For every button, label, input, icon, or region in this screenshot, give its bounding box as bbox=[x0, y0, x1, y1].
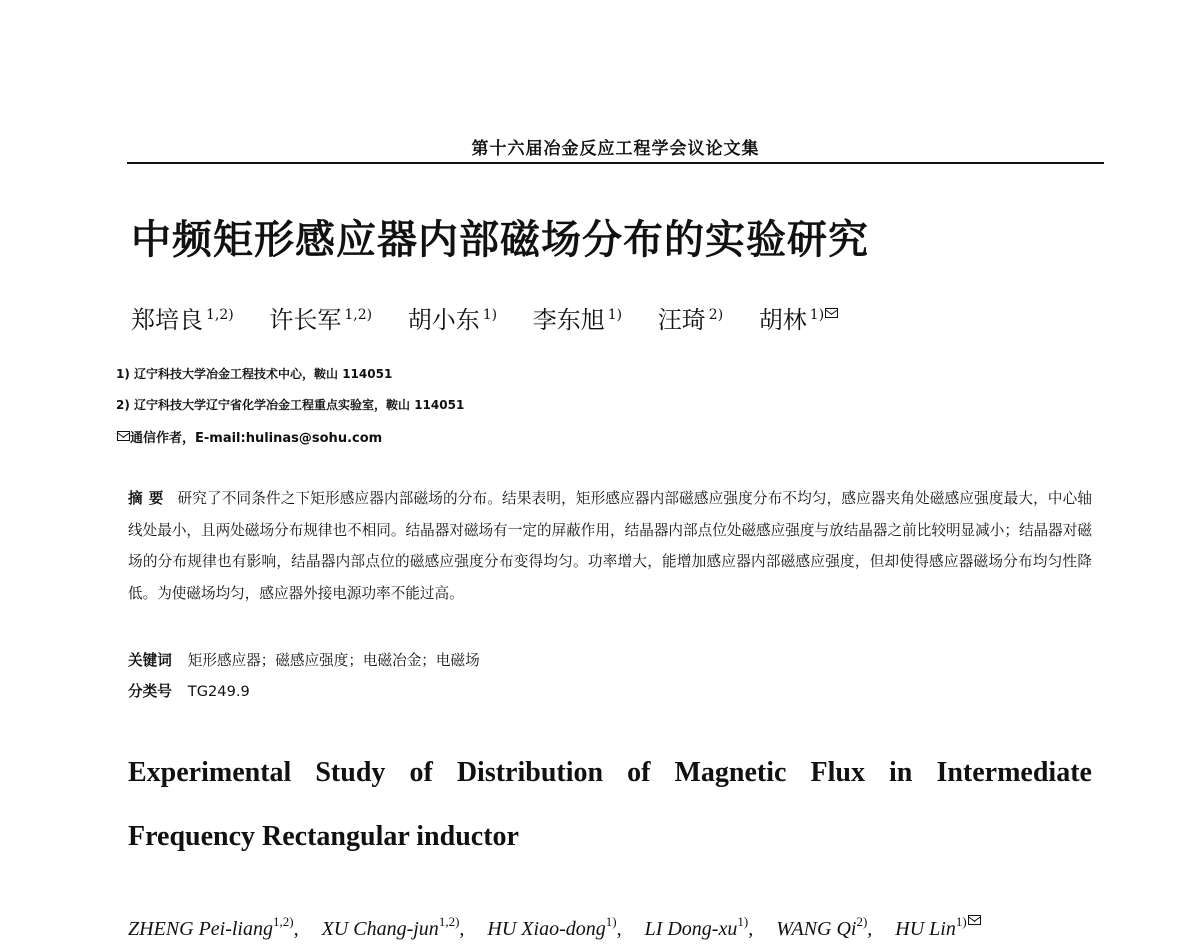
title-word: Experimental bbox=[128, 757, 292, 788]
abstract-label: 摘要 bbox=[128, 490, 170, 507]
author-cn bbox=[759, 306, 838, 334]
affiliation-2: 2) 辽宁科技大学辽宁省化学冶金工程重点实验室，鞍山 114051 bbox=[116, 398, 465, 412]
author-name: HU Xiao-dong bbox=[487, 918, 606, 940]
title-word: in bbox=[889, 757, 913, 788]
author-affil-text: 1) bbox=[955, 914, 967, 929]
author-name: 郑培良 bbox=[131, 306, 203, 334]
author-affil: 1,2) bbox=[206, 307, 234, 323]
author-affil: 1,2) bbox=[344, 307, 373, 323]
classification bbox=[128, 680, 250, 701]
keywords-label: 关键词 bbox=[128, 652, 172, 669]
envelope-icon bbox=[968, 915, 981, 925]
author-en bbox=[895, 914, 980, 940]
author-name: 汪琦 bbox=[657, 306, 706, 334]
abstract-text: 研究了不同条件之下矩形感应器内部磁场的分布。结果表明，矩形感应器内部磁感应强度分布不均匀，感应器夹角处磁感应强度最大，中心轴线处最小，且两处磁场分布规律也不相同。结晶器对磁场有一定的屏蔽作用，结晶器内部点位处磁感应强度与放结晶器之前比较明显减小；结晶器对磁场的分布规律也有影响，结晶器内部点位的磁感应强度分布变得均匀。功率增大，能增加感应器内部磁感应强度，但却使得感应器磁场分布均匀性降低。为使磁场均匀，感应器外接电源功率不能过高。 bbox=[128, 490, 1092, 602]
author-en: LI Dong-$xu^{1)}$, bbox=[644, 914, 754, 940]
correspondence-line bbox=[116, 427, 382, 446]
author-affil: 1) bbox=[607, 307, 623, 323]
author-affil bbox=[956, 914, 981, 929]
author-name: LI Dong-xu bbox=[644, 918, 738, 940]
keywords-text: 矩形感应器；磁感应强度；电磁冶金；电磁场 bbox=[187, 652, 480, 669]
chinese-authors bbox=[131, 300, 866, 335]
affiliation-1: 1) 辽宁科技大学冶金工程技术中心，鞍山 114051 bbox=[116, 367, 393, 381]
title-word: Intermediate bbox=[936, 757, 1092, 788]
author-en: XU Chang-jun$^{1,2)}$, bbox=[321, 914, 465, 940]
author-name: WANG Qi bbox=[776, 918, 857, 940]
english-title-line-1 bbox=[128, 757, 1092, 789]
author-name: XU Chang-jun bbox=[321, 918, 439, 940]
title-word: of bbox=[627, 757, 651, 788]
author-affil: 2) bbox=[856, 914, 868, 929]
title-word: Study bbox=[315, 757, 386, 788]
author-name: HU Lin bbox=[895, 918, 956, 940]
title-word: of bbox=[409, 757, 433, 788]
correspondence-text: 通信作者，E-mail:hulinas@sohu.com bbox=[130, 431, 383, 446]
author-affil-text: 1) bbox=[809, 307, 825, 323]
author-affil: 1) bbox=[482, 307, 498, 323]
classification-text: TG249.9 bbox=[187, 683, 250, 700]
author-affil: 2) bbox=[708, 307, 724, 323]
author-cn bbox=[408, 306, 497, 334]
author-name: 许长军 bbox=[269, 306, 342, 334]
author-en: HU Xiao-dong$^{1)}$, bbox=[487, 914, 622, 940]
author-name: ZHENG Pei-liang bbox=[128, 918, 273, 940]
english-title-line-2: Frequency Rectangular inductor bbox=[128, 821, 519, 852]
title-word: Distribution bbox=[456, 757, 604, 788]
abstract bbox=[128, 483, 1092, 609]
author-en: WANG Qi$^{2)}$, bbox=[776, 914, 873, 940]
classification-label: 分类号 bbox=[128, 683, 172, 700]
title-word: Flux bbox=[810, 757, 865, 788]
running-header: 第十六届冶金反应工程学会议论文集 bbox=[471, 139, 760, 159]
author-affil: 1) bbox=[605, 914, 617, 929]
chinese-title: 中频矩形感应器内部磁场分布的实验研究 bbox=[131, 217, 869, 263]
author-affil bbox=[810, 307, 838, 323]
author-affil: 1) bbox=[737, 914, 749, 929]
author-cn bbox=[131, 306, 234, 334]
author-en: ZHENG Pei-liang$^{1,2)}$, bbox=[128, 914, 299, 940]
author-name: 李东旭 bbox=[532, 306, 605, 334]
envelope-icon bbox=[117, 431, 130, 441]
author-name: 胡林 bbox=[758, 306, 807, 334]
author-cn bbox=[533, 306, 622, 334]
author-name: 胡小东 bbox=[407, 306, 480, 334]
author-affil: 1,2) bbox=[438, 914, 460, 929]
envelope-icon bbox=[825, 308, 838, 318]
english-authors bbox=[128, 915, 999, 941]
title-word: Magnetic bbox=[674, 757, 787, 788]
author-affil: 1,2) bbox=[273, 914, 294, 929]
keywords bbox=[128, 649, 480, 670]
header-rule bbox=[127, 162, 1104, 164]
author-cn bbox=[269, 306, 372, 334]
author-cn bbox=[658, 306, 723, 334]
